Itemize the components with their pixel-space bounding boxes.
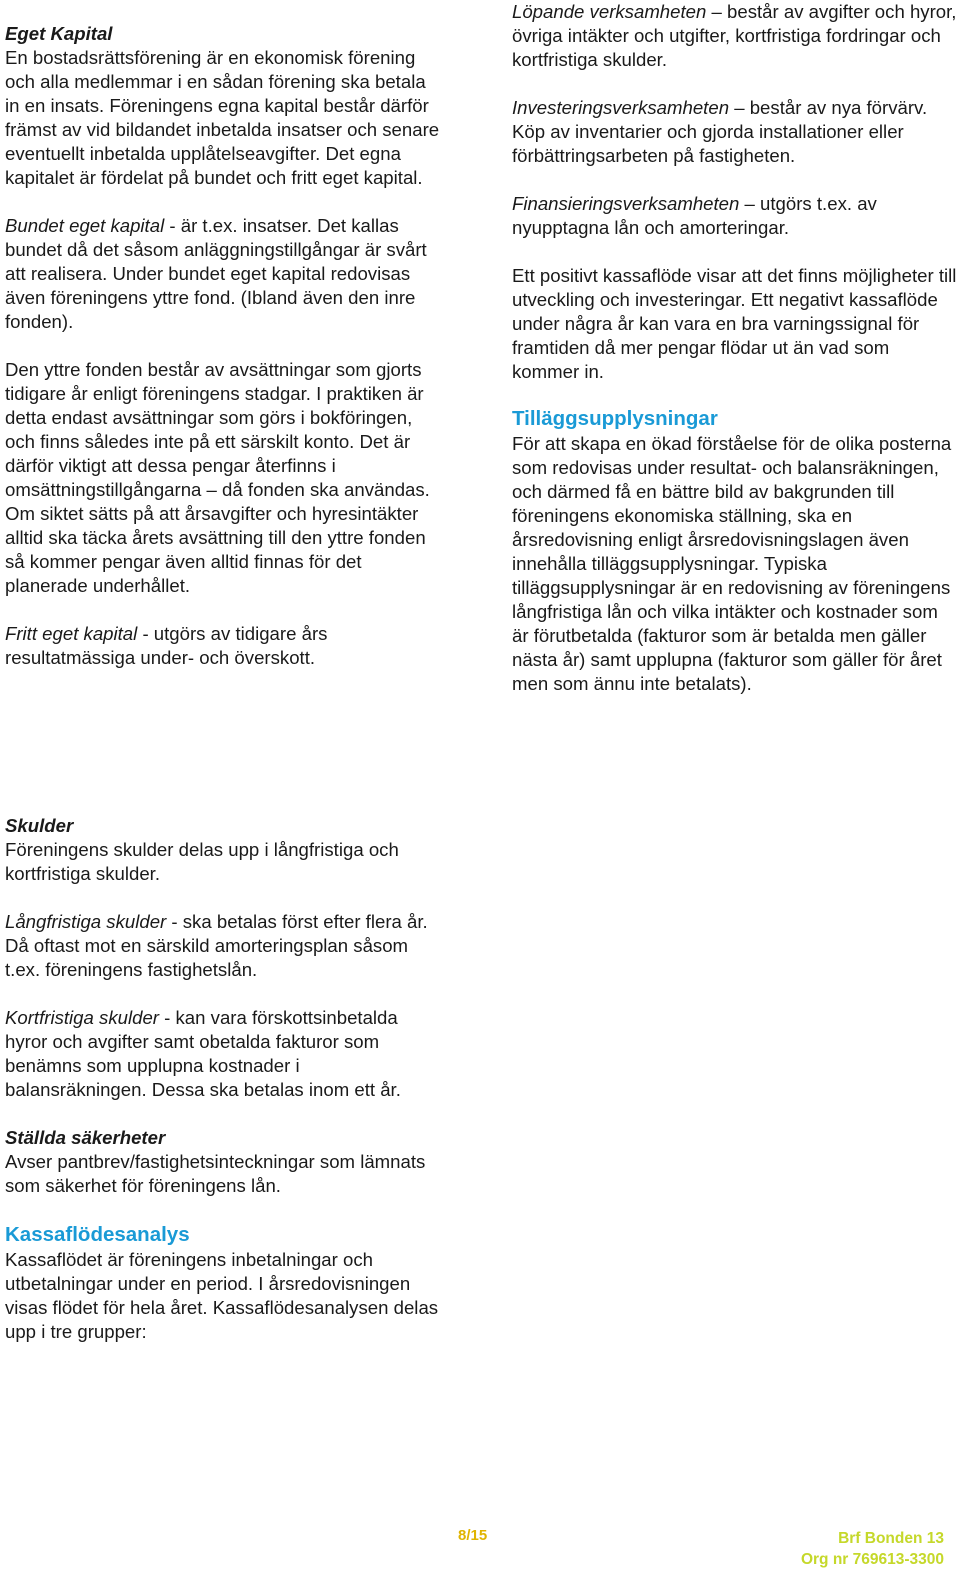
section-lopande bbox=[512, 0, 957, 72]
term-langfristiga: Långfristiga skulder bbox=[5, 911, 167, 932]
text-langfristiga: - ska betalas först efter flera år. Då oftast mot en särskild amorteringsplan såsom t.ex. föreningens fastighetslån. bbox=[5, 911, 428, 980]
left-column bbox=[5, 22, 445, 694]
text-finansiering: – utgörs t.ex. av nyupptagna lån och amorteringar. bbox=[512, 193, 877, 238]
text-kassaflode: Kassaflödet är föreningens inbetalningar och utbetalningar under en period. I årsredovisningen visas flödet för hela året. Kassaflödesanalysen delas upp i tre grupper: bbox=[5, 1249, 439, 1342]
section-fritt bbox=[5, 622, 445, 670]
term-lopande: Löpande verksamheten bbox=[512, 1, 707, 22]
term-finansiering: Finansieringsverksamheten bbox=[512, 193, 740, 214]
section-finansiering bbox=[512, 192, 957, 240]
text-kortfristiga: - kan vara förskottsinbetalda hyror och avgifter samt obetalda fakturor som benämns som upplupna kostnader i balansräkningen. Dessa ska betalas inom ett år. bbox=[5, 1007, 401, 1100]
page-number: 8/15 bbox=[458, 1527, 488, 1544]
section-bundet bbox=[5, 214, 445, 334]
term-kortfristiga: Kortfristiga skulder bbox=[5, 1007, 159, 1028]
text-skulder: Föreningens skulder delas upp i långfristiga och kortfristiga skulder. bbox=[5, 839, 399, 884]
section-positivt bbox=[512, 264, 957, 384]
term-investering: Investeringsverksamheten bbox=[512, 97, 730, 118]
heading-stallda: Ställda säkerheter bbox=[5, 1127, 166, 1148]
text-fritt: - utgörs av tidigare års resultatmässiga under- och överskott. bbox=[5, 623, 328, 668]
section-skulder bbox=[5, 814, 445, 886]
text-bundet: - är t.ex. insatser. Det kallas bundet då det såsom anläggningstillgångar är svårt att realisera. Under bundet eget kapital redovisas även föreningens yttre fond. (Ibland även den inre fonden). bbox=[5, 215, 427, 332]
footer-org bbox=[801, 1528, 944, 1570]
term-bundet: Bundet eget kapital bbox=[5, 215, 165, 236]
text-positivt: Ett positivt kassaflöde visar att det finns möjligheter till utveckling och investeringar. Ett negativt kassaflöde under några år kan vara en bra varningssignal för framtiden då mer pengar flödar ut än vad som kommer in. bbox=[512, 265, 957, 382]
section-kortfristiga bbox=[5, 1006, 445, 1102]
section-yttre-fond bbox=[5, 358, 445, 598]
section-stallda bbox=[5, 1126, 445, 1198]
section-investering bbox=[512, 96, 957, 168]
text-stallda: Avser pantbrev/fastighetsinteckningar som lämnats som säkerhet för föreningens lån. bbox=[5, 1151, 426, 1196]
bottom-column bbox=[5, 814, 445, 1368]
section-kassaflode bbox=[5, 1222, 445, 1344]
text-lopande: – består av avgifter och hyror, övriga intäkter och utgifter, kortfristiga fordringar och kortfristiga skulder. bbox=[512, 1, 957, 70]
text-investering: – består av nya förvärv. Köp av inventarier och gjorda installationer eller förbättringsarbeten på fastigheten. bbox=[512, 97, 928, 166]
section-tillagg bbox=[512, 406, 957, 696]
text-tillagg: För att skapa en ökad förståelse för de olika posterna som redovisas under resultat- och balansräkningen, och därmed få en bättre bild av bakgrunden till föreningens ekonomiska ställning, ska en årsredovisning enligt årsredovisningslagen även innehålla tilläggsupplysningar. Typiska tilläggsupplysningar är en redovisning av föreningens långfristiga lån och vilka intäkter och kostnader som är förutbetalda (fakturor som är betalda men gäller nästa år) samt upplupna (fakturor som gäller för året men som ännu inte betalats). bbox=[512, 433, 952, 694]
term-fritt: Fritt eget kapital bbox=[5, 623, 138, 644]
right-column bbox=[512, 0, 957, 720]
org-name: Brf Bonden 13 bbox=[838, 1530, 944, 1547]
heading-kassaflode: Kassaflödesanalys bbox=[5, 1223, 190, 1246]
text-eget-kapital: En bostadsrättsförening är en ekonomisk förening och alla medlemmar i en sådan förening ska betala in en insats. Föreningens egna kapital består därför främst av vid bildandet inbetalda insatser och senare eventuellt inbetalda upplåtelseavgifter. Det egna kapitalet är fördelat på bundet och fritt eget kapital. bbox=[5, 47, 440, 188]
org-number: Org nr 769613-3300 bbox=[800, 1551, 944, 1568]
text-yttre-fond: Den yttre fonden består av avsättningar som gjorts tidigare år enligt föreningens stadgar. I praktiken är detta endast avsättningar som görs i bokföringen, och finns således inte på ett särskilt konto. Det är därför viktigt att dessa pengar återfinns i omsättningstillgångarna – då fonden ska användas. Om siktet sätts på att årsavgifter och hyresintäkter alltid ska täcka årets avsättning till den yttre fonden så kommer pengar även alltid finnas för det planerade underhållet. bbox=[5, 359, 430, 596]
section-langfristiga bbox=[5, 910, 445, 982]
section-eget-kapital bbox=[5, 22, 445, 190]
heading-tillagg: Tilläggsupplysningar bbox=[512, 407, 718, 430]
heading-skulder: Skulder bbox=[5, 815, 74, 836]
heading-eget-kapital: Eget Kapital bbox=[5, 23, 113, 44]
